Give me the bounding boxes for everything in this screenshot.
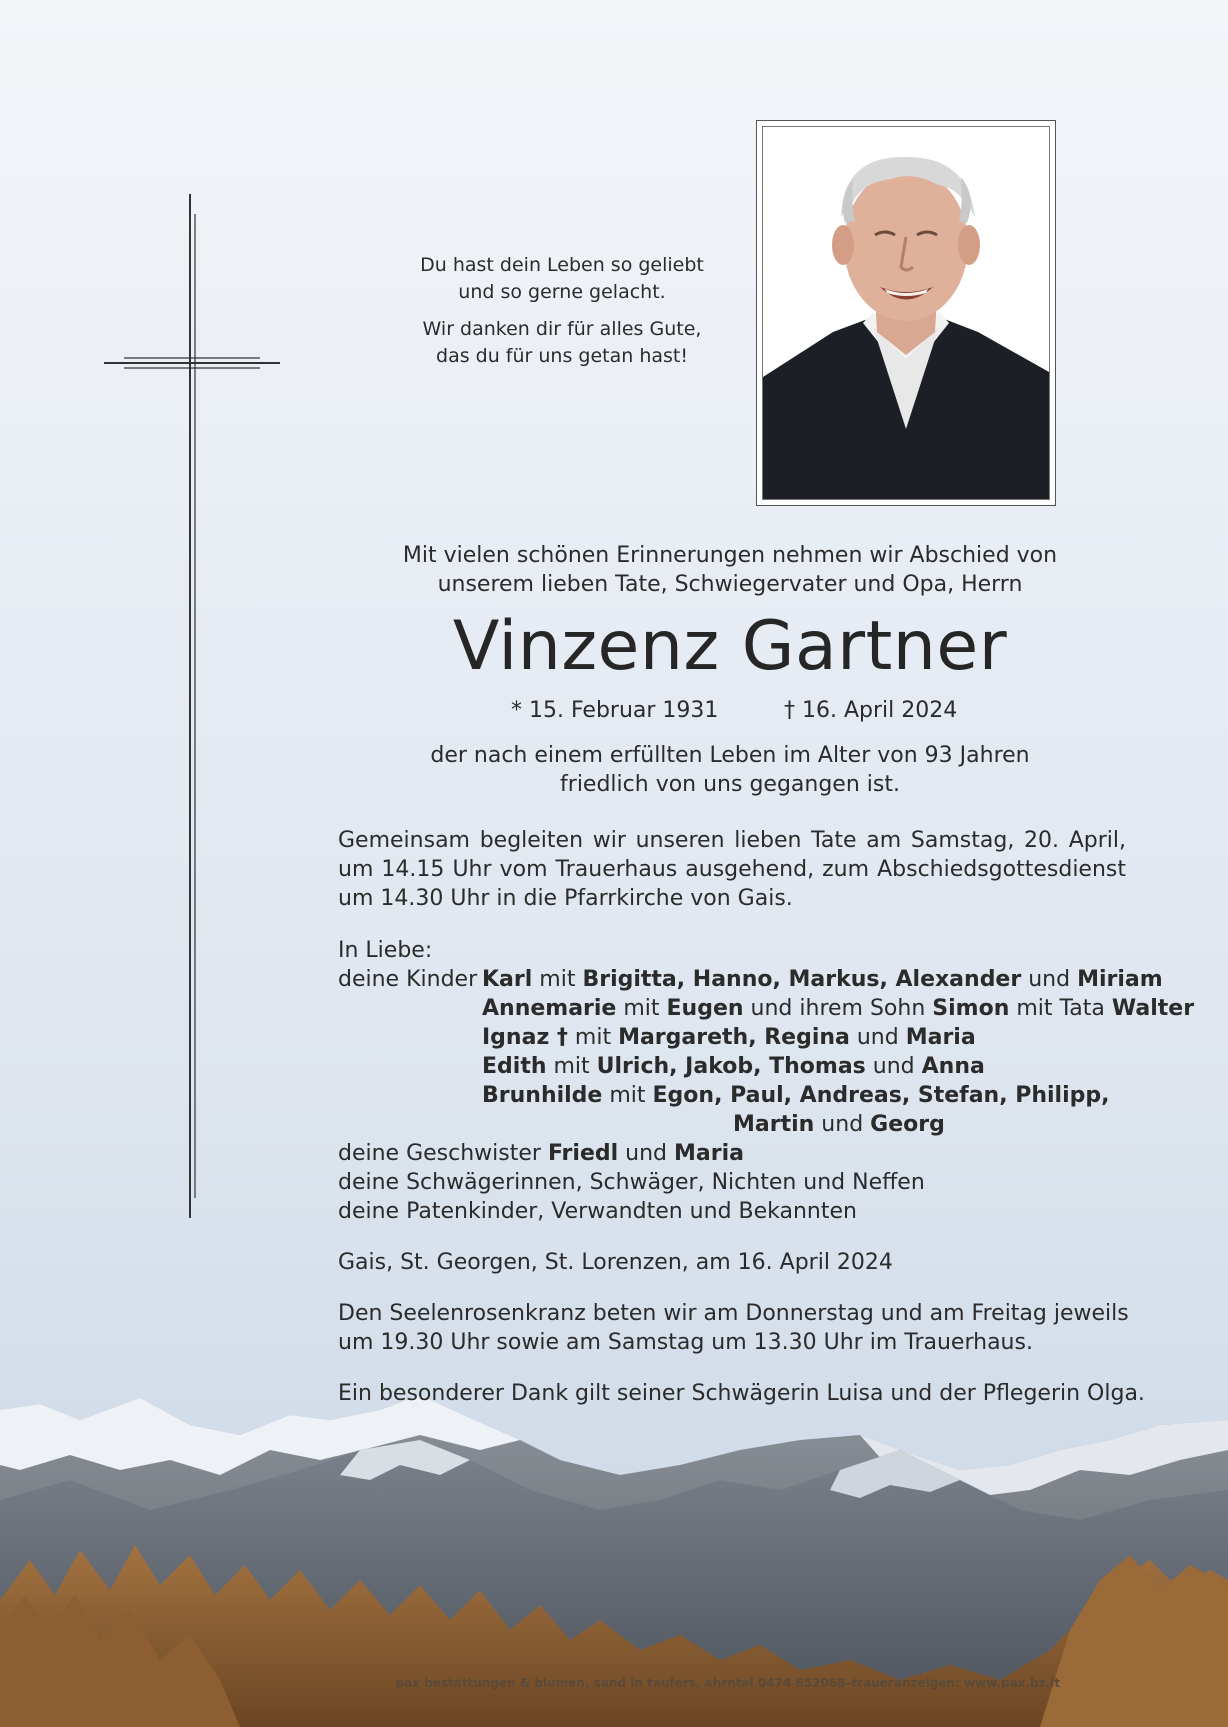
family-connector: und ihrem Sohn — [743, 996, 933, 1021]
family-name: Georg — [870, 1112, 945, 1137]
rosary-line: Den Seelenrosenkranz beten wir am Donnerstag und am Freitag jeweils — [338, 1301, 1129, 1326]
intro-line: Mit vielen schönen Erinnerungen nehmen wir Abschied von — [402, 543, 1058, 568]
publisher-footer: pax bestattungen & blumen, sand in taufers, ahrntal 0474 652068–traueranzeigen: www.pax.bz.it — [395, 1676, 1060, 1690]
intro-text — [340, 541, 1120, 599]
family-name: Martin — [733, 1112, 815, 1137]
family-list — [338, 936, 1195, 1226]
children-row — [338, 1052, 1138, 1081]
family-name: Annemarie — [482, 996, 617, 1021]
children-row — [338, 1110, 1138, 1139]
children-row — [338, 994, 1195, 1023]
children-row — [338, 1023, 1138, 1052]
family-connector: mit — [532, 967, 583, 992]
quote-line: Du hast dein Leben so geliebt — [420, 254, 704, 276]
children-row — [338, 965, 1163, 994]
family-name: Brigitta, Hanno, Markus, Alexander — [582, 967, 1022, 992]
family-heading: In Liebe: — [338, 938, 433, 963]
family-name: Miriam — [1077, 967, 1163, 992]
family-connector: und — [1021, 967, 1078, 992]
family-name: Ignaz † — [482, 1025, 568, 1050]
family-connector: mit Tata — [1009, 996, 1112, 1021]
family-connector: mit — [616, 996, 667, 1021]
family-connector: mit — [546, 1054, 597, 1079]
passing-text — [340, 741, 1120, 799]
family-name: Brunhilde — [482, 1083, 603, 1108]
quote-line: und so gerne gelacht. — [458, 281, 666, 303]
funeral-announcement: Gemeinsam begleiten wir unseren lieben Tate am Samstag, 20. April, um 14.15 Uhr vom Trauerhaus ausgehend, zum Abschiedsgottesdienst um 14.30 Uhr in die Pfarrkirche von Gais. — [338, 828, 1126, 911]
children-names — [482, 965, 1163, 994]
family-name: Simon — [932, 996, 1010, 1021]
family-connector: und — [865, 1054, 922, 1079]
mountain-landscape — [0, 1380, 1228, 1727]
passing-line: friedlich von uns gegangen ist. — [560, 772, 900, 797]
family-name: Ulrich, Jakob, Thomas — [596, 1054, 866, 1079]
death-date: † 16. April 2024 — [784, 698, 958, 723]
family-name: Maria — [905, 1025, 976, 1050]
family-name: Maria — [674, 1141, 744, 1166]
passing-line: der nach einem erfüllten Leben im Alter von 93 Jahren — [430, 743, 1030, 768]
family-connector: mit — [602, 1083, 653, 1108]
family-name: Eugen — [666, 996, 744, 1021]
family-name: Anna — [921, 1054, 985, 1079]
intro-line: unserem lieben Tate, Schwiegervater und Opa, Herrn — [437, 572, 1023, 597]
family-name: Edith — [482, 1054, 547, 1079]
family-name: Margareth, Regina — [618, 1025, 850, 1050]
thanks-note: Ein besonderer Dank gilt seiner Schwägerin Luisa und der Pflegerin Olga. — [338, 1381, 1145, 1406]
portrait-frame — [756, 120, 1056, 506]
family-name: Egon, Paul, Andreas, Stefan, Philipp, — [652, 1083, 1110, 1108]
rosary-line: um 19.30 Uhr sowie am Samstag um 13.30 Uhr im Trauerhaus. — [338, 1330, 1033, 1355]
quote-line: Wir danken dir für alles Gute, — [422, 318, 702, 340]
birth-date: * 15. Februar 1931 — [511, 698, 719, 723]
children-row — [338, 1081, 1138, 1110]
cross-icon — [100, 190, 285, 1220]
family-name: Karl — [482, 967, 533, 992]
family-name: Friedl — [547, 1141, 619, 1166]
family-connector: mit — [567, 1025, 619, 1050]
children-label: deine Kinder — [338, 967, 478, 992]
family-connector: und — [849, 1025, 906, 1050]
family-connector: und — [618, 1141, 675, 1166]
godchildren-row: deine Patenkinder, Verwandten und Bekannten — [338, 1199, 857, 1224]
siblings-row — [338, 1139, 1138, 1168]
inlaws-row: deine Schwägerinnen, Schwäger, Nichten und Neffen — [338, 1170, 925, 1195]
quote-line: das du für uns getan hast! — [436, 345, 688, 367]
memorial-quote — [360, 252, 764, 380]
place-and-date: Gais, St. Georgen, St. Lorenzen, am 16. April 2024 — [338, 1250, 893, 1275]
family-connector: deine Geschwister — [338, 1141, 548, 1166]
portrait-photo — [762, 126, 1050, 500]
deceased-name: Vinzenz Gartner — [452, 607, 1008, 686]
rosary-announcement — [338, 1299, 1128, 1357]
family-name: Walter — [1111, 996, 1195, 1021]
family-connector: und — [814, 1112, 871, 1137]
